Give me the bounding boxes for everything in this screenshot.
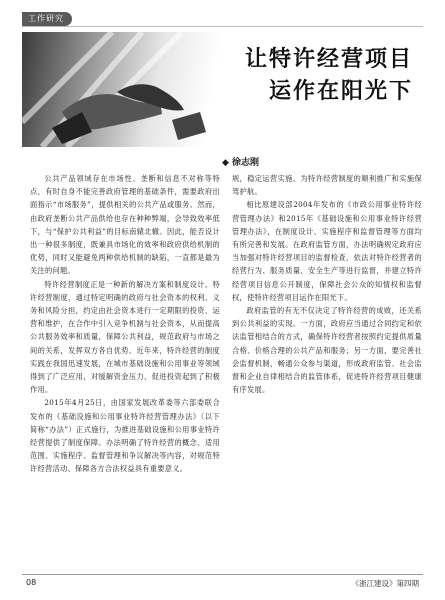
paragraph: 相比原建设部2004年发布的《市政公用事业特许经营管理办法》和2015年《基础设施和公用事业特许经营管理办法》，在制度设计、实施程序和监督管理等方面均有所完善和发展。在政府监管方面，办法明确规定政府应当加强对特许经营项目的监督检查，依法对特许经营者的经营行为、服务质量、安全生产等进行监督，并建立特许经营项目信息公开制度，保障社会公众的知情权和监督权，使特许经营项目运作在阳光下。 <box>232 200 422 302</box>
paragraph: 政府监管的有无不仅决定了特许经营的成败，还关系到公共利益的实现。一方面，政府应当通过合同约定和依法监管相结合的方式，确保特许经营者按照约定提供质量合格、价格合理的公共产品和服务；另一方面，要完善社会监督机制，畅通公众参与渠道，形成政府监管、社会监督和企业自律相结合的监管体系，促进特许经营项目健康有序发展。 <box>232 306 422 395</box>
author-byline: ◆ 徐志刚 <box>222 158 260 168</box>
section-tag: 工作研究 <box>22 12 72 26</box>
journal-name: 《浙江建设》第四期 <box>351 579 419 588</box>
title-line-1: 让特许经营项目 <box>244 47 413 72</box>
page-number: 08 <box>26 578 37 587</box>
header-rule <box>22 26 423 27</box>
title-line-2: 运作在阳光下 <box>268 79 413 104</box>
paragraph: 公共产品领域存在市场性、垄断和信息不对称等特点，有时自身不能完善政府管理的基础条件，需要政府出面指示“市场服务”，提供相关的公共产品或服务。然而，由政府垄断公共产品供给也存在种种弊端，会导致效率低下，与“保护公共利益”的目标南辕北辙。因此，能否设计出一种很多制度，既兼具市场化的效率和政府供给机制的优势，同时又能避免两种供给机制的缺陷，一直都是最为关注的问题。 <box>30 174 220 276</box>
paragraph: 特许经营制度正是一种新的解决方案和制度设计。特许经营制度，通过特定明确的政府与社会资本的权利、义务和风险分担，约定由社会资本进行一定期限的投资、运营和维护，在合作中引入竞争机制与社会资本，从而提高公共服务效率和质量，保障公共利益，规范政府与市场之间的关系，发挥双方各自优势。近年来，特许经营的制度实践在我国迅速发展，在城市基础设施和公用事业等领域得到了广泛应用，对缓解资金压力、促进投资起到了积极作用。 <box>30 279 220 395</box>
paragraph: 2015年4月25日，由国家发展改革委等六部委联合发布的《基础设施和公用事业特许经营管理办法》（以下简称“办法”）正式施行，为推进基础设施和公用事业特许经营提供了制度保障。办法明确了特许经营的概念、适用范围、实施程序、监督管理和争议解决等内容，对规范特许经营活动、保障各方合法权益具有重要意义。 <box>30 398 220 474</box>
left-column <box>30 172 220 570</box>
paragraph: 规，稳定运营实施。为特许经营制度的顺利推广和实施保驾护航。 <box>232 174 422 197</box>
right-column <box>232 172 422 570</box>
page-footer <box>22 574 423 591</box>
